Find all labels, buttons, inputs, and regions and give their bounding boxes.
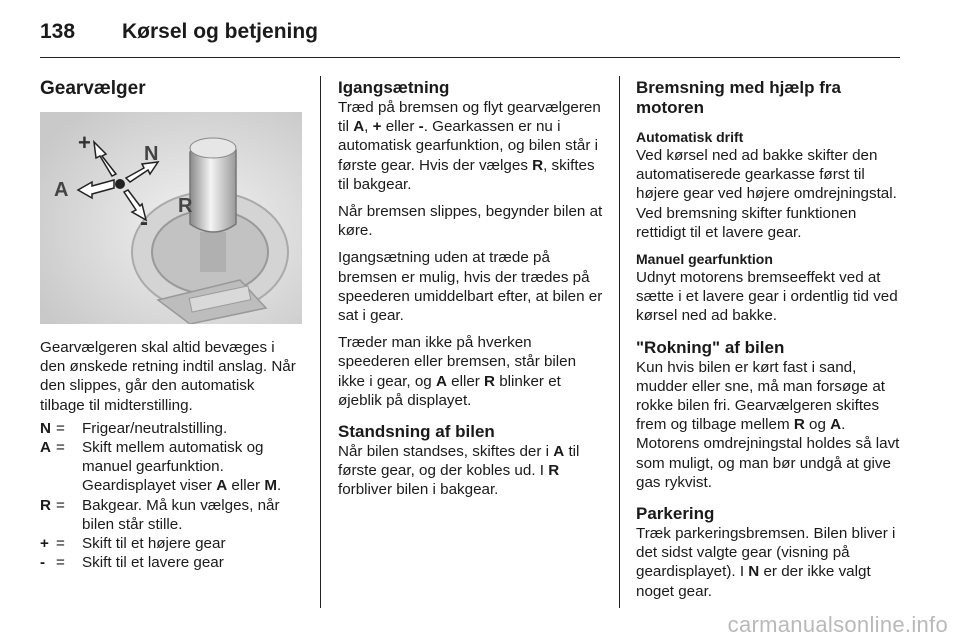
gear-lever-figure	[40, 112, 302, 324]
column-divider-2	[619, 76, 620, 608]
header-divider	[40, 57, 900, 58]
gear-selector-illustration	[40, 112, 302, 324]
paragraph-start-1: Træd på bremsen og flyt gearvælgeren til A, + eller -. Gearkassen er nu i automatisk gearfunktion, og bilen står i første gear. Hvis der vælges R, skiftes til bakgear.	[338, 99, 601, 193]
heading-igangsaetning: Igangsætning	[338, 78, 450, 97]
definition-row	[40, 534, 302, 553]
paragraph-start-4: Træder man ikke på hverken speederen eller bremsen, står bilen ikke i gear, og A eller R blinker et øjeblik på displayet.	[338, 334, 577, 409]
paragraph-automatic: Ved kørsel ned ad bakke skifter den automatiserede gearkasse først til højere gear ved højere omdrejningstal. Ved bremsning skifter funktionen rettidigt til et lavere gear.	[636, 147, 897, 241]
definition-key: A	[40, 439, 51, 457]
paragraph-rocking: Kun hvis bilen er kørt fast i sand, mudder eller sne, må man forsøge at rokke bilen fri. Gearvælgeren skiftes frem og tilbage mellem R og A. Motorens omdrejningstal holdes så lavt som muligt, og man bør undgå at give gas rykvist.	[636, 358, 900, 491]
definition-key: +	[40, 535, 49, 553]
heading-parking: Parkering	[636, 504, 715, 524]
definition-row	[40, 553, 302, 572]
definition-equals: =	[56, 439, 65, 457]
definition-text: Skift mellem automatisk og manuel gearfunktion. Geardisplayet viser A eller M.	[82, 439, 282, 495]
illustration-label-r: R	[178, 195, 193, 217]
definition-equals: =	[56, 535, 65, 553]
column-gear-selector	[40, 78, 302, 572]
definition-key: -	[40, 554, 46, 572]
subheading-automatic: Automatisk drift	[636, 129, 744, 145]
paragraph-stopping: Når bilen standses, skiftes der i A til første gear, og der kobles ud. I R forbliver bilen i bakgear.	[338, 443, 580, 499]
definition-key: N	[40, 419, 51, 437]
column-divider-1	[320, 76, 321, 608]
definition-text: Skift til et højere gear	[82, 535, 226, 553]
heading-engine-braking: Bremsning med hjælp fra motoren	[636, 78, 841, 117]
gear-selector-intro: Gearvælgeren skal altid bevæges i den ønskede retning indtil anslag. Når den slippes, går den automatisk tilbage til midterstilling.	[40, 339, 296, 414]
paragraph-parking: Træk parkeringsbremsen. Bilen bliver i det sidst valgte gear (visning på geardisplayet). I N er der ikke valgt noget gear.	[636, 525, 896, 600]
definition-key: R	[40, 496, 51, 514]
definition-row	[40, 438, 302, 496]
definition-equals: =	[56, 496, 65, 514]
paragraph-manual: Udnyt motorens bremseeffekt ved at sætte i et lavere gear i ordentlig tid ved kørsel ned ad bakke.	[636, 269, 898, 325]
watermark: carmanualsonline.info	[727, 612, 948, 637]
heading-standsning: Standsning af bilen	[338, 422, 495, 442]
paragraph-start-2: Når bremsen slippes, begynder bilen at køre.	[338, 203, 603, 240]
definition-equals: =	[56, 419, 65, 437]
section-title-gear-selector: Gearvælger	[40, 78, 146, 99]
definition-text: Bakgear. Må kun vælges, når bilen står stille.	[82, 496, 280, 533]
illustration-label-a: A	[54, 179, 69, 201]
column-starting	[338, 78, 603, 500]
gear-position-list	[40, 419, 302, 573]
definition-text: Frigear/neutralstilling.	[82, 419, 228, 437]
chapter-title: Kørsel og betjening	[122, 20, 319, 43]
page-number: 138	[40, 20, 76, 43]
column-engine-braking	[636, 78, 902, 601]
heading-rocking: "Rokning" af bilen	[636, 337, 785, 357]
illustration-label-minus: -	[140, 209, 148, 236]
definition-text: Skift til et lavere gear	[82, 554, 224, 572]
paragraph-start-3: Igangsætning uden at træde på bremsen er mulig, hvis der trædes på speederen umiddelbart efter, at bilen er sat i gear.	[338, 249, 603, 325]
definition-row	[40, 496, 302, 534]
definition-row	[40, 419, 302, 438]
illustration-label-n: N	[144, 143, 159, 165]
page-header	[40, 18, 900, 58]
definition-equals: =	[56, 554, 65, 572]
illustration-label-plus: +	[78, 130, 91, 155]
subheading-manual: Manuel gearfunktion	[636, 251, 773, 268]
